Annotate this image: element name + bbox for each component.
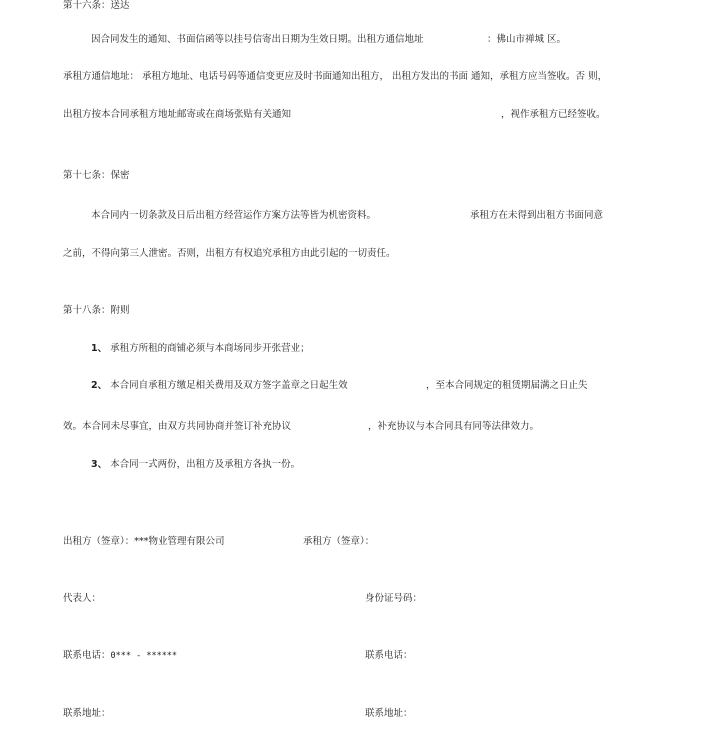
lessee-phone-label: 联系电话： [365, 650, 413, 661]
article-16-paragraph-1-address: ：佛山市禅城 区。 [487, 34, 567, 45]
lessee-sign-label: 承租方（签章）： [303, 536, 375, 547]
article-16-paragraph-3-end: ，视作承租方已经签收。 [501, 109, 606, 120]
id-number-label: 身份证号码： [365, 593, 423, 604]
lessor-phone [63, 651, 177, 661]
lessee-address-label: 联系地址： [365, 708, 413, 719]
article-16-paragraph-1-text: 因合同发生的通知、书面信函等以挂号信寄出日期为生效日期。出租方通信地址 [91, 34, 424, 45]
lessor-address-label: 联系地址： [63, 708, 111, 719]
article-17-paragraph-2: 之前，不得向第三人泄密。否则，出租方有权追究承租方由此引起的一切责任。 [63, 248, 396, 259]
lessor-signature [63, 537, 225, 547]
item-1-text: 承租方所租的商铺必须与本商场同步开张营业； [110, 343, 310, 354]
article-17-paragraph-1-text: 本合同内一切条款及日后出租方经营运作方案方法等皆为机密资料。 [91, 210, 377, 221]
article-18-item-1 [91, 344, 310, 354]
item-2-text-c: 效。本合同未尽事宜，由双方共同协商并签订补充协议 [63, 421, 292, 432]
item-2-text-a: 本合同自承租方缴足相关费用及双方签字盖章之日起生效 [110, 380, 348, 391]
article-16-paragraph-3-text: 出租方按本合同承租方地址邮寄或在商场张贴有关通知 [63, 109, 292, 120]
article-18-item-3 [91, 460, 300, 470]
article-16-paragraph-2: 承租方通信地址： 承租方地址、电话号码等通信变更应及时书面通知出租方， 出租方发出的书面 通知，承租方应当签收。否 则， [63, 71, 608, 82]
item-2-text-b: ，至本合同规定的租赁期届满之日止失 [426, 380, 588, 391]
item-2-text-d: ，补充协议与本合同具有同等法律效力。 [368, 421, 540, 432]
article-17-paragraph-1-end: 承租方在未得到出租方书面同意 [470, 210, 604, 221]
lessor-phone-label: 联系电话： [63, 650, 111, 661]
lessor-phone-value: 0*** - ****** [110, 651, 178, 661]
item-3-number: 3、 [91, 459, 108, 470]
representative-label: 代表人： [63, 593, 102, 604]
article-18-heading: 第十八条：附则 [63, 305, 130, 316]
item-2-number: 2、 [91, 380, 108, 391]
article-18-item-2 [91, 381, 348, 391]
item-3-text: 本合同一式两份，出租方及承租方各执一份。 [110, 459, 301, 470]
lessor-sign-label: 出租方（签章）： [63, 536, 135, 547]
lessor-company: ***物业管理有限公司 [134, 536, 225, 547]
item-1-number: 1、 [91, 343, 108, 354]
article-16-heading: 第十六条：送达 [63, 0, 130, 11]
article-17-heading: 第十七条：保密 [63, 170, 130, 181]
